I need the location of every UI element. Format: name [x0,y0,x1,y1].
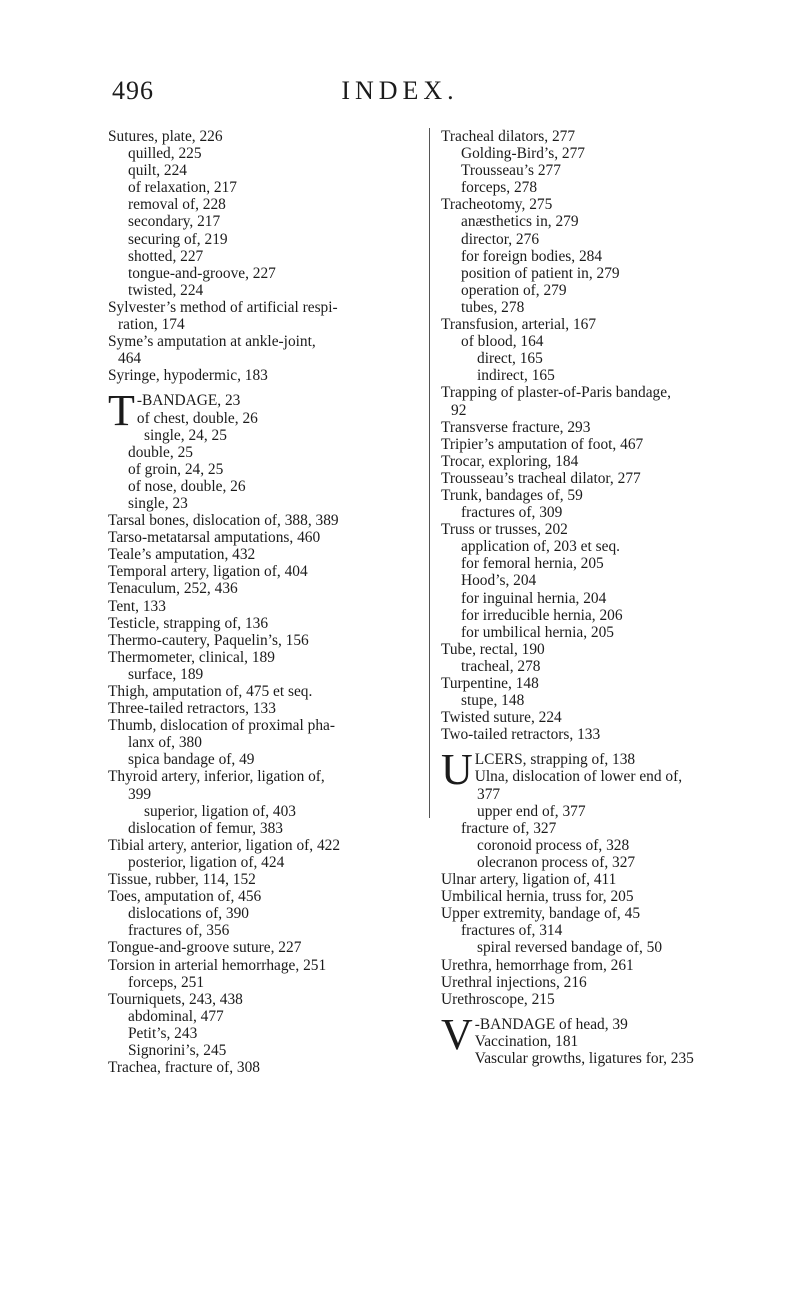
index-entry: -BANDAGE, 23 [136,392,241,410]
index-entry: Thermo-cautery, Paquelin’s, 156 [108,631,309,649]
index-subentry: fractures of, 356 [128,922,230,940]
index-entry: Ulna, dislocation of lower end of, [474,768,683,786]
index-entry: Testicle, strapping of, 136 [108,614,269,632]
index-entry: Thermometer, clinical, 189 [108,648,275,666]
index-subentry: 377 [477,785,501,803]
index-entry: Urethra, hemorrhage from, 261 [441,956,634,974]
index-subentry: direct, 165 [477,350,543,368]
index-entry: Tracheal dilators, 277 [441,128,576,145]
index-subentry: position of patient in, 279 [461,264,620,282]
index-entry: Transfusion, arterial, 167 [441,316,597,334]
drop-capital: T [108,386,135,436]
index-subentry: for foreign bodies, 284 [461,247,603,265]
index-subentry: application of, 203 et seq. [461,538,620,556]
index-entry: Tarso-metatarsal amputations, 460 [108,529,321,547]
index-entry: Truss or trusses, 202 [441,521,568,539]
index-entry: Sylvester’s method of artificial respi- [108,298,338,316]
index-subentry: superior, ligation of, 403 [144,802,296,820]
drop-capital: U [441,745,473,795]
index-subentry: Trousseau’s 277 [461,162,561,180]
index-subentry: tongue-and-groove, 227 [128,264,276,282]
index-entry: Torsion in arterial hemorrhage, 251 [108,956,327,974]
index-entry: Three-tailed retractors, 133 [108,700,276,718]
index-subentry: Petit’s, 243 [128,1024,198,1042]
index-entry: Tissue, rubber, 114, 152 [108,871,256,889]
index-entry: Urethral injections, 216 [441,973,587,991]
index-entry: Trunk, bandages of, 59 [441,486,583,504]
index-entry: Thumb, dislocation of proximal pha- [108,717,335,735]
index-entry: Trapping of plaster-of-Paris bandage, [441,384,671,402]
index-entry: Tarsal bones, dislocation of, 388, 389 [108,512,339,530]
index-subentry: stupe, 148 [461,692,525,710]
index-subentry: of groin, 24, 25 [128,460,224,478]
index-entry: Trousseau’s tracheal dilator, 277 [441,469,641,487]
index-entry: Trocar, exploring, 184 [441,452,579,470]
index-entry: Teale’s amputation, 432 [108,546,256,564]
index-subentry: operation of, 279 [461,281,567,299]
running-title: INDEX. [341,76,459,105]
index-subentry: coronoid process of, 328 [477,836,630,854]
index-subentry: quilt, 224 [128,162,187,180]
index-subentry: spica bandage of, 49 [128,751,255,769]
index-entry: Twisted suture, 224 [441,709,562,727]
index-entry: Umbilical hernia, truss for, 205 [441,888,634,906]
index-subentry: quilled, 225 [128,145,202,163]
page-number: 496 [112,76,154,105]
index-subentry: double, 25 [128,443,193,461]
index-entry: Vaccination, 181 [474,1032,579,1050]
index-subentry: forceps, 278 [461,179,538,197]
index-entry: LCERS, strapping of, 138 [474,751,636,769]
index-column-right [429,128,781,1067]
index-subentry: 92 [451,401,467,419]
index-entry: Urethroscope, 215 [441,990,555,1008]
index-entry: Sutures, plate, 226 [108,128,223,145]
index-entry: Ulnar artery, ligation of, 411 [441,871,617,889]
index-entry: Thigh, amputation of, 475 et seq. [108,683,313,700]
index-subentry: Hood’s, 204 [461,572,537,590]
index-subentry: twisted, 224 [128,281,204,299]
index-subentry: single, 24, 25 [144,426,227,444]
index-subentry: dislocation of femur, 383 [128,819,283,837]
index-entry: Syme’s amputation at ankle-joint, [108,333,316,351]
index-subentry: Golding-Bird’s, 277 [461,145,585,163]
index-subentry: for umbilical hernia, 205 [461,623,615,641]
index-entry: Tripier’s amputation of foot, 467 [441,435,644,453]
index-entry: Tent, 133 [108,597,166,615]
index-subentry: securing of, 219 [128,230,228,248]
index-entry: Tibial artery, anterior, ligation of, 422 [108,836,341,854]
drop-capital: V [441,1009,473,1059]
index-subentry: of relaxation, 217 [128,179,237,197]
index-subentry: shotted, 227 [128,247,204,265]
index-subentry: forceps, 251 [128,973,205,991]
index-subentry: lanx of, 380 [128,734,202,752]
index-entry: Upper extremity, bandage of, 45 [441,905,641,923]
index-subentry: indirect, 165 [477,367,555,385]
index-subentry: fracture of, 327 [461,819,557,837]
index-entry: Thyroid artery, inferior, ligation of, [108,768,325,786]
index-subentry: fractures of, 314 [461,922,563,940]
index-entry: Tenaculum, 252, 436 [108,580,238,598]
index-subentry: tubes, 278 [461,298,525,316]
index-subentry: of nose, double, 26 [128,477,246,495]
index-subentry: of blood, 164 [461,333,544,351]
index-subentry: for irreducible hernia, 206 [461,606,623,624]
index-subentry: 399 [128,785,152,803]
index-entry: Transverse fracture, 293 [441,418,591,436]
index-subentry: for femoral hernia, 205 [461,555,604,573]
index-column-left [108,128,424,1076]
index-subentry: spiral reversed bandage of, 50 [477,939,663,957]
index-subentry: removal of, 228 [128,196,226,214]
index-subentry: upper end of, 377 [477,802,586,820]
index-subentry: abdominal, 477 [128,1007,224,1025]
index-entry: Trachea, fracture of, 308 [108,1059,260,1077]
page-header [0,76,800,110]
index-subentry: 464 [118,350,142,368]
index-entry: -BANDAGE of head, 39 [474,1015,628,1033]
index-subentry: secondary, 217 [128,213,221,231]
index-subentry: director, 276 [461,230,540,248]
index-entry: Tourniquets, 243, 438 [108,990,243,1008]
index-entry: Tube, rectal, 190 [441,640,545,658]
index-entry: Vascular growths, ligatures for, 235 [474,1049,694,1067]
index-entry: Temporal artery, ligation of, 404 [108,563,308,581]
index-entry: Tracheotomy, 275 [441,196,553,214]
index-subentry: anæsthetics in, 279 [461,213,579,231]
index-entry: of chest, double, 26 [136,409,258,427]
index-entry: Tongue-and-groove suture, 227 [108,939,302,957]
index-subentry: olecranon process of, 327 [477,853,636,871]
index-subentry: ration, 174 [118,316,185,334]
index-subentry: dislocations of, 390 [128,905,249,923]
index-subentry: tracheal, 278 [461,657,541,675]
index-entry: Two-tailed retractors, 133 [441,726,601,744]
index-subentry: fractures of, 309 [461,504,563,522]
index-entry: Turpentine, 148 [441,675,539,692]
index-subentry: posterior, ligation of, 424 [128,853,285,871]
index-entry: Syringe, hypodermic, 183 [108,367,268,385]
index-subentry: single, 23 [128,494,188,512]
index-subentry: Signorini’s, 245 [128,1041,227,1059]
index-subentry: for inguinal hernia, 204 [461,589,607,607]
index-entry: Toes, amputation of, 456 [108,888,262,906]
index-subentry: surface, 189 [128,665,204,683]
